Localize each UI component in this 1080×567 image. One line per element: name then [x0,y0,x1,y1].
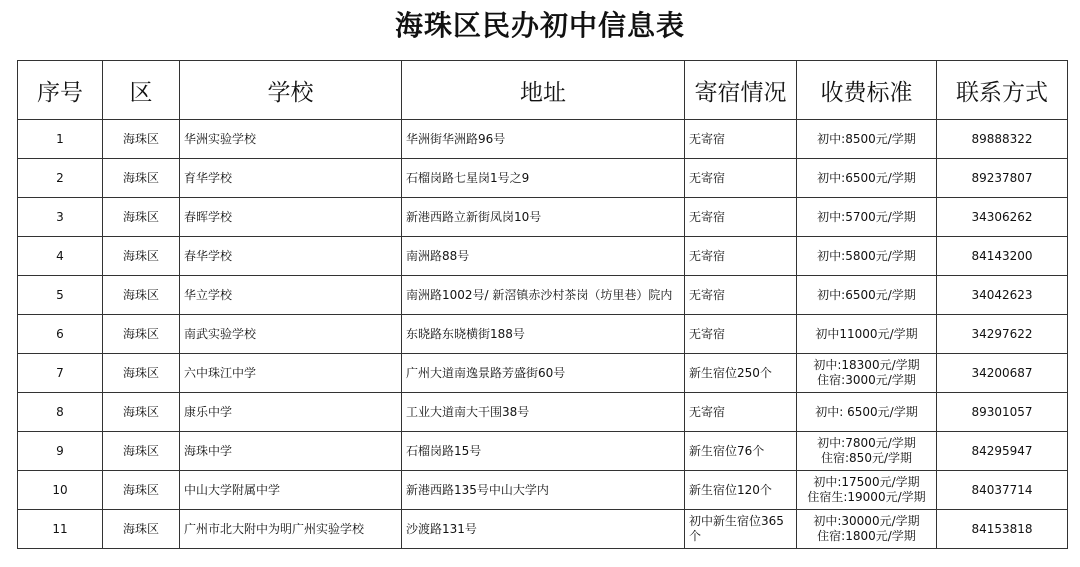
district-cell: 海珠区 [103,315,180,354]
boarding-cell: 无寄宿 [685,198,797,237]
fee-line: 初中:6500元/学期 [817,287,916,302]
row-number: 7 [18,354,103,393]
fee-cell [797,510,937,549]
table-row [18,237,1068,276]
address-cell: 华洲街华洲路96号 [402,120,685,159]
address-cell: 石榴岗路七星岗1号之9 [402,159,685,198]
header-no: 序号 [18,61,103,120]
phone-cell: 84295947 [937,432,1068,471]
fee-cell [797,432,937,471]
table-row [18,393,1068,432]
phone-cell: 84143200 [937,237,1068,276]
boarding-cell: 初中新生宿位365个 [685,510,797,549]
row-number: 1 [18,120,103,159]
fee-cell [797,393,937,432]
school-name-cell: 育华学校 [180,159,402,198]
phone-cell: 34297622 [937,315,1068,354]
fee-line: 初中11000元/学期 [815,326,918,341]
fee-line: 住宿:850元/学期 [821,451,912,465]
fee-line: 初中:18300元/学期 [813,358,920,372]
school-name-cell: 康乐中学 [180,393,402,432]
school-name-cell: 广州市北大附中为明广州实验学校 [180,510,402,549]
table-row [18,432,1068,471]
table-row [18,471,1068,510]
fee-line: 初中:17500元/学期 [813,475,920,489]
school-name-cell: 华洲实验学校 [180,120,402,159]
address-cell: 南洲路88号 [402,237,685,276]
page-title: 海珠区民办初中信息表 [394,9,685,42]
row-number: 6 [18,315,103,354]
phone-cell: 34042623 [937,276,1068,315]
row-number: 11 [18,510,103,549]
boarding-cell: 无寄宿 [685,237,797,276]
school-name-cell: 春华学校 [180,237,402,276]
fee-cell [797,471,937,510]
boarding-cell: 无寄宿 [685,120,797,159]
table-row [18,120,1068,159]
table-body [18,120,1068,549]
school-name-cell: 海珠中学 [180,432,402,471]
boarding-cell: 无寄宿 [685,159,797,198]
row-number: 2 [18,159,103,198]
row-number: 8 [18,393,103,432]
table-row [18,159,1068,198]
school-name-cell: 六中珠江中学 [180,354,402,393]
header-phone: 联系方式 [937,61,1068,120]
boarding-cell: 无寄宿 [685,276,797,315]
boarding-cell: 新生宿位120个 [685,471,797,510]
district-cell: 海珠区 [103,393,180,432]
phone-cell: 89301057 [937,393,1068,432]
fee-cell [797,237,937,276]
fee-line: 住宿:3000元/学期 [817,373,916,387]
phone-cell: 34200687 [937,354,1068,393]
phone-cell: 89888322 [937,120,1068,159]
fee-line: 住宿:1800元/学期 [817,529,916,543]
table-row [18,276,1068,315]
fee-line: 住宿生:19000元/学期 [807,490,926,504]
header-address: 地址 [402,61,685,120]
fee-cell [797,120,937,159]
district-cell: 海珠区 [103,198,180,237]
table-row [18,510,1068,549]
row-number: 4 [18,237,103,276]
row-number: 10 [18,471,103,510]
fee-line: 初中:5800元/学期 [817,248,916,263]
phone-cell: 84037714 [937,471,1068,510]
school-name-cell: 华立学校 [180,276,402,315]
boarding-cell: 无寄宿 [685,315,797,354]
header-school: 学校 [180,61,402,120]
table-row [18,315,1068,354]
fee-cell [797,315,937,354]
address-cell: 石榴岗路15号 [402,432,685,471]
boarding-cell: 无寄宿 [685,393,797,432]
phone-cell: 84153818 [937,510,1068,549]
header-row [18,61,1068,120]
boarding-cell: 新生宿位76个 [685,432,797,471]
school-name-cell: 春晖学校 [180,198,402,237]
district-cell: 海珠区 [103,276,180,315]
district-cell: 海珠区 [103,237,180,276]
address-cell: 沙渡路131号 [402,510,685,549]
boarding-cell: 新生宿位250个 [685,354,797,393]
school-name-cell: 南武实验学校 [180,315,402,354]
district-cell: 海珠区 [103,120,180,159]
district-cell: 海珠区 [103,159,180,198]
address-cell: 工业大道南大干围38号 [402,393,685,432]
table-row [18,198,1068,237]
address-cell: 广州大道南逸景路芳盛街60号 [402,354,685,393]
phone-cell: 89237807 [937,159,1068,198]
fee-cell [797,159,937,198]
row-number: 9 [18,432,103,471]
address-cell: 南洲路1002号/ 新滘镇赤沙村茶岗（坊里巷）院内 [402,276,685,315]
header-boarding: 寄宿情况 [685,61,797,120]
district-cell: 海珠区 [103,510,180,549]
fee-line: 初中:30000元/学期 [813,514,920,528]
district-cell: 海珠区 [103,471,180,510]
fee-line: 初中:8500元/学期 [817,131,916,146]
fee-line: 初中:5700元/学期 [817,209,916,224]
header-fee: 收费标准 [797,61,937,120]
fee-cell [797,198,937,237]
fee-cell [797,276,937,315]
school-name-cell: 中山大学附属中学 [180,471,402,510]
district-cell: 海珠区 [103,432,180,471]
address-cell: 新港西路立新街凤岗10号 [402,198,685,237]
header-district: 区 [103,61,180,120]
fee-line: 初中:6500元/学期 [817,170,916,185]
fee-line: 初中:7800元/学期 [817,436,916,450]
fee-cell [797,354,937,393]
phone-cell: 34306262 [937,198,1068,237]
address-cell: 东晓路东晓横街188号 [402,315,685,354]
school-info-table [17,60,1068,549]
table-row [18,354,1068,393]
fee-line: 初中: 6500元/学期 [815,404,918,419]
district-cell: 海珠区 [103,354,180,393]
address-cell: 新港西路135号中山大学内 [402,471,685,510]
row-number: 3 [18,198,103,237]
row-number: 5 [18,276,103,315]
